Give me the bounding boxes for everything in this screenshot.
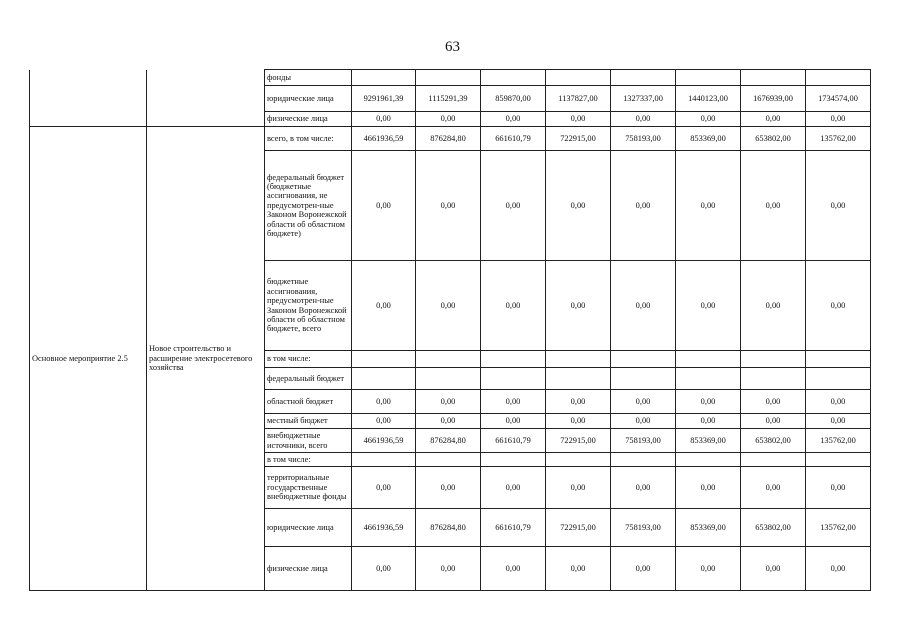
value-cell: 0,00	[676, 112, 741, 127]
value-cell: 661610,79	[481, 429, 546, 453]
value-cell	[481, 453, 546, 467]
value-cell: 135762,00	[806, 509, 871, 547]
value-cell: 0,00	[806, 467, 871, 509]
row-label: физические лица	[265, 112, 352, 127]
row-label: юридические лица	[265, 86, 352, 112]
value-cell	[416, 368, 481, 390]
value-cell: 0,00	[806, 112, 871, 127]
value-cell: 0,00	[416, 414, 481, 429]
value-cell: 853369,00	[676, 127, 741, 151]
value-cell	[416, 351, 481, 368]
value-cell	[676, 368, 741, 390]
value-cell: 853369,00	[676, 429, 741, 453]
value-cell: 0,00	[546, 390, 611, 414]
value-cell	[546, 453, 611, 467]
table-body	[30, 70, 871, 591]
value-cell: 722915,00	[546, 509, 611, 547]
empty-cell	[147, 86, 265, 112]
value-cell: 0,00	[676, 390, 741, 414]
value-cell: 653802,00	[741, 429, 806, 453]
value-cell: 0,00	[481, 414, 546, 429]
row-label: в том числе:	[265, 351, 352, 368]
value-cell	[546, 351, 611, 368]
value-cell: 0,00	[611, 261, 676, 351]
row-label: в том числе:	[265, 453, 352, 467]
value-cell	[352, 70, 416, 86]
value-cell: 0,00	[546, 467, 611, 509]
value-cell	[611, 70, 676, 86]
value-cell: 0,00	[741, 261, 806, 351]
activity-name: Основное мероприятие 2.5	[30, 127, 147, 591]
value-cell: 0,00	[416, 151, 481, 261]
value-cell: 758193,00	[611, 127, 676, 151]
value-cell: 0,00	[481, 547, 546, 591]
value-cell	[546, 70, 611, 86]
value-cell	[676, 351, 741, 368]
value-cell: 0,00	[352, 547, 416, 591]
value-cell: 0,00	[352, 261, 416, 351]
value-cell: 0,00	[481, 390, 546, 414]
value-cell: 1734574,00	[806, 86, 871, 112]
value-cell	[741, 70, 806, 86]
value-cell: 0,00	[546, 547, 611, 591]
value-cell	[481, 351, 546, 368]
activity-description: Новое строительство и расширение электросетевого хозяйства	[147, 127, 265, 591]
value-cell: 4661936,59	[352, 127, 416, 151]
value-cell: 0,00	[806, 390, 871, 414]
value-cell: 135762,00	[806, 429, 871, 453]
empty-cell	[30, 86, 147, 112]
value-cell: 0,00	[741, 414, 806, 429]
value-cell	[806, 351, 871, 368]
row-label: физические лица	[265, 547, 352, 591]
value-cell	[611, 453, 676, 467]
value-cell: 0,00	[741, 151, 806, 261]
value-cell: 876284,80	[416, 509, 481, 547]
value-cell	[741, 368, 806, 390]
value-cell: 0,00	[741, 390, 806, 414]
value-cell	[611, 368, 676, 390]
value-cell	[806, 453, 871, 467]
value-cell: 0,00	[352, 390, 416, 414]
value-cell: 722915,00	[546, 127, 611, 151]
value-cell: 1137827,00	[546, 86, 611, 112]
value-cell: 135762,00	[806, 127, 871, 151]
row-label: федеральный бюджет (бюджетные ассигнования, не предусмотрен-ные Законом Воронежской области об областном бюджете)	[265, 151, 352, 261]
value-cell: 0,00	[481, 112, 546, 127]
row-label: всего, в том числе:	[265, 127, 352, 151]
empty-cell	[147, 112, 265, 127]
value-cell: 0,00	[611, 414, 676, 429]
value-cell: 0,00	[546, 151, 611, 261]
budget-table	[29, 69, 871, 591]
value-cell: 0,00	[806, 151, 871, 261]
value-cell: 0,00	[416, 390, 481, 414]
row-label: внебюджетные источники, всего	[265, 429, 352, 453]
row-label: юридические лица	[265, 509, 352, 547]
value-cell: 1440123,00	[676, 86, 741, 112]
value-cell: 1327337,00	[611, 86, 676, 112]
value-cell: 0,00	[806, 547, 871, 591]
value-cell	[481, 368, 546, 390]
value-cell: 0,00	[416, 261, 481, 351]
value-cell: 0,00	[806, 261, 871, 351]
value-cell: 0,00	[352, 414, 416, 429]
row-label: федеральный бюджет	[265, 368, 352, 390]
value-cell: 758193,00	[611, 429, 676, 453]
empty-cell	[30, 112, 147, 127]
row-label: территориальные государственные внебюджетные фонды	[265, 467, 352, 509]
row-label: местный бюджет	[265, 414, 352, 429]
value-cell: 661610,79	[481, 509, 546, 547]
value-cell: 653802,00	[741, 509, 806, 547]
value-cell: 0,00	[352, 467, 416, 509]
value-cell: 0,00	[676, 261, 741, 351]
value-cell: 0,00	[676, 547, 741, 591]
value-cell: 722915,00	[546, 429, 611, 453]
value-cell	[676, 453, 741, 467]
value-cell: 0,00	[416, 467, 481, 509]
value-cell: 1115291,39	[416, 86, 481, 112]
value-cell: 853369,00	[676, 509, 741, 547]
value-cell: 0,00	[416, 547, 481, 591]
value-cell: 0,00	[611, 467, 676, 509]
value-cell	[611, 351, 676, 368]
value-cell	[416, 453, 481, 467]
value-cell	[352, 453, 416, 467]
value-cell	[352, 368, 416, 390]
row-label: фонды	[265, 70, 352, 86]
value-cell	[546, 368, 611, 390]
value-cell: 0,00	[546, 261, 611, 351]
value-cell	[676, 70, 741, 86]
table-row	[30, 112, 871, 127]
value-cell: 0,00	[611, 390, 676, 414]
value-cell: 0,00	[416, 112, 481, 127]
value-cell: 0,00	[481, 467, 546, 509]
value-cell: 0,00	[676, 414, 741, 429]
empty-cell	[30, 70, 147, 86]
row-label: бюджетные ассигнования, предусмотрен-ные Законом Воронежской области об областном бюджете, всего	[265, 261, 352, 351]
value-cell: 0,00	[741, 112, 806, 127]
value-cell: 876284,80	[416, 429, 481, 453]
empty-cell	[147, 70, 265, 86]
table-row	[30, 70, 871, 86]
value-cell: 0,00	[546, 112, 611, 127]
table-row	[30, 127, 871, 151]
value-cell: 876284,80	[416, 127, 481, 151]
value-cell: 0,00	[352, 112, 416, 127]
value-cell: 859870,00	[481, 86, 546, 112]
value-cell	[741, 351, 806, 368]
value-cell: 4661936,59	[352, 429, 416, 453]
value-cell: 0,00	[741, 547, 806, 591]
value-cell: 4661936,59	[352, 509, 416, 547]
value-cell	[352, 351, 416, 368]
table-row	[30, 86, 871, 112]
value-cell: 0,00	[352, 151, 416, 261]
value-cell: 0,00	[806, 414, 871, 429]
value-cell: 0,00	[611, 151, 676, 261]
value-cell: 0,00	[546, 414, 611, 429]
value-cell: 653802,00	[741, 127, 806, 151]
value-cell: 1676939,00	[741, 86, 806, 112]
row-label: областной бюджет	[265, 390, 352, 414]
value-cell: 0,00	[611, 112, 676, 127]
value-cell: 0,00	[481, 261, 546, 351]
value-cell: 0,00	[676, 467, 741, 509]
value-cell	[481, 70, 546, 86]
value-cell	[416, 70, 481, 86]
value-cell: 0,00	[741, 467, 806, 509]
value-cell: 661610,79	[481, 127, 546, 151]
value-cell	[806, 70, 871, 86]
value-cell: 9291961,39	[352, 86, 416, 112]
value-cell	[741, 453, 806, 467]
value-cell	[806, 368, 871, 390]
value-cell: 758193,00	[611, 509, 676, 547]
page-number: 63	[445, 39, 460, 55]
value-cell: 0,00	[676, 151, 741, 261]
value-cell: 0,00	[611, 547, 676, 591]
value-cell: 0,00	[481, 151, 546, 261]
